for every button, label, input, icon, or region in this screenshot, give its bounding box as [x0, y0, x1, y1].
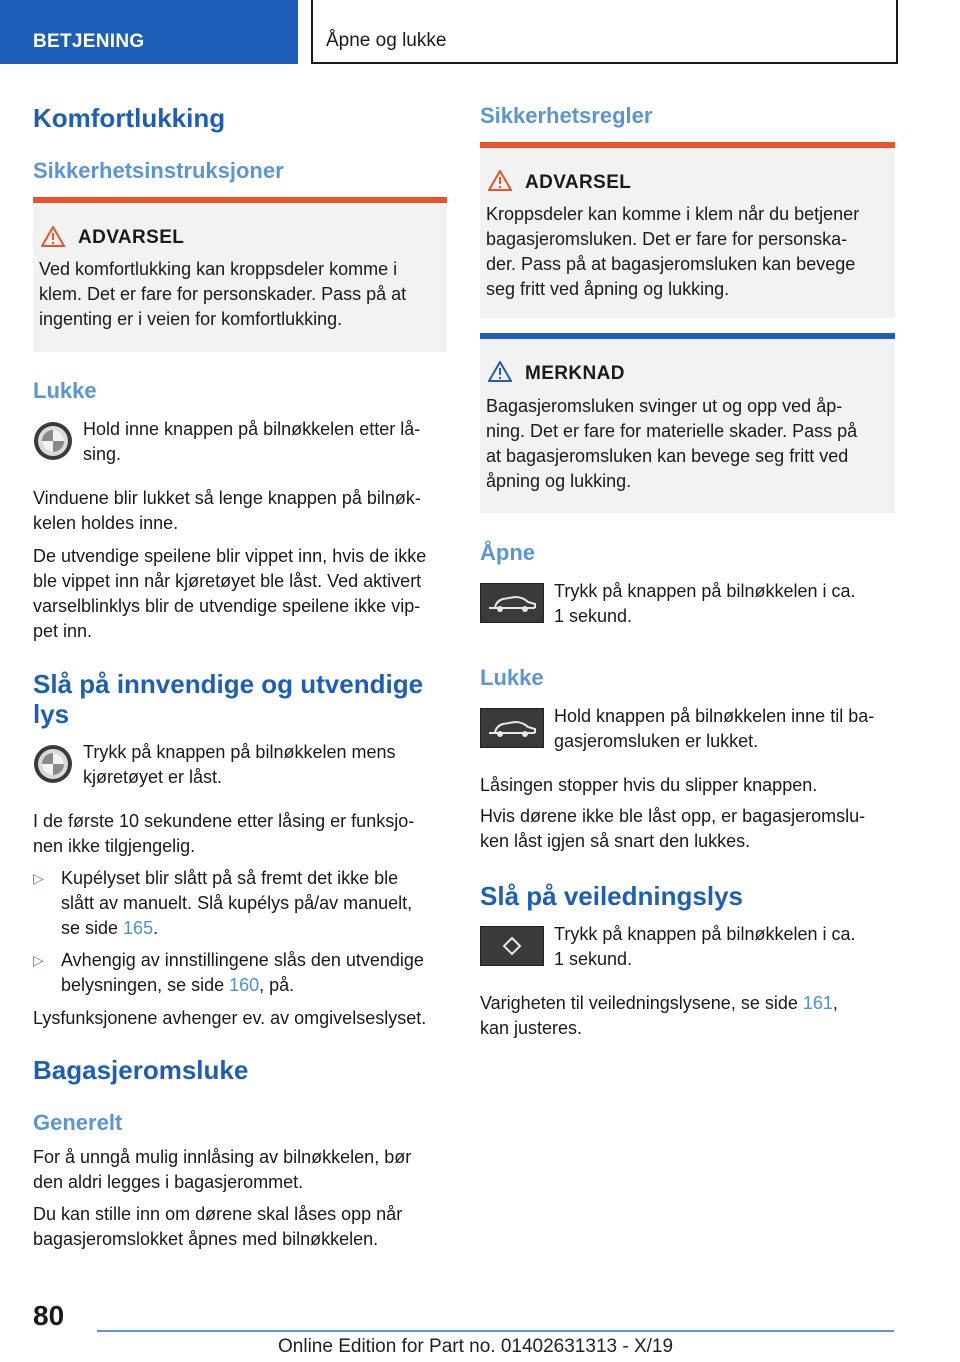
guide-light-button-icon [480, 926, 544, 966]
warning-line: klem. Det er fare for personskader. Pass på at [39, 284, 407, 304]
paragraph-funksjon [33, 809, 414, 859]
text-line: Avhengig av innstillingene slås den utvendige [61, 950, 424, 970]
section-tab [0, 0, 298, 64]
warning-line: ingenting er i veien for komfortlukking. [39, 309, 343, 329]
text-fragment: , [832, 993, 838, 1013]
heading-veiledningslys: Slå på veiledningslys [480, 881, 743, 911]
text-line: Hvis dørene ikke ble låst opp, er bagasjeromslu- [480, 806, 866, 826]
apne-instruction [554, 579, 856, 629]
chapter-title: Åpne og lukke [326, 30, 447, 51]
text-line: den aldri legges i bagasjerommet. [33, 1172, 304, 1192]
text-line: kan justeres. [480, 1018, 583, 1038]
footer-edition: Online Edition for Part no. 01402631313 - X/19 [278, 1336, 674, 1357]
page-link-165[interactable]: 165 [123, 918, 154, 938]
note-text [486, 394, 857, 494]
text-line [61, 916, 412, 941]
paragraph-lasing-stopper: Låsingen stopper hvis du slipper knappen. [480, 775, 818, 795]
text-line: ble vippet inn når kjøretøyet ble låst. Ved aktivert [33, 571, 422, 591]
text-line: bagasjeromslokket åpnes med bilnøkkelen. [33, 1229, 379, 1249]
warning-line: Kroppsdeler kan komme i klem når du betjener [486, 204, 860, 224]
warning-box [480, 142, 895, 318]
warning-line: der. Pass på at bagasjeromsluken kan bevege [486, 254, 856, 274]
list-item-text [61, 948, 424, 998]
warning-text [39, 257, 406, 332]
heading-line: lys [33, 699, 70, 729]
warning-bar [480, 142, 895, 148]
note-line: Bagasjeromsluken svinger ut og opp ved åp- [486, 396, 843, 416]
car-key-icon [33, 744, 73, 784]
page-link-160[interactable]: 160 [229, 975, 260, 995]
note-triangle-icon [488, 361, 512, 382]
paragraph-opplasing [33, 1202, 402, 1252]
heading-generelt: Generelt [33, 1110, 123, 1135]
warning-line: seg fritt ved åpning og lukking. [486, 279, 730, 299]
paragraph-last-igjen [480, 804, 865, 854]
text-line: For å unngå mulig innlåsing av bilnøkkelen, bør [33, 1147, 412, 1167]
text-line: 1 sekund. [554, 949, 633, 969]
text-line: I de første 10 sekundene etter låsing er funksjo- [33, 811, 415, 831]
heading-lukke: Lukke [480, 665, 544, 690]
note-box [480, 333, 895, 513]
car-key-icon [33, 421, 73, 461]
page-number: 80 [33, 1300, 65, 1331]
text-fragment: . [153, 918, 159, 938]
warning-line: Ved komfortlukking kan kroppsdeler komme i [39, 259, 398, 279]
text-fragment: belysningen, se side [61, 975, 230, 995]
list-item [33, 948, 447, 998]
note-title: MERKNAD [525, 363, 625, 384]
list-item-text [61, 866, 412, 941]
trunk-button-icon [480, 583, 544, 623]
lukke-instruction [554, 704, 874, 754]
veiledningslys-instruction [554, 922, 856, 972]
lys-instruction [83, 740, 396, 790]
text-line: 1 sekund. [554, 606, 633, 626]
note-line: ning. Det er fare for materielle skader. Pass på [486, 421, 858, 441]
warning-box [33, 197, 447, 352]
text-line: De utvendige speilene blir vippet inn, hvis de ikke [33, 546, 427, 566]
paragraph-omgivelseslys: Lysfunksjonene avhenger ev. av omgivelseslyset. [33, 1008, 427, 1028]
text-fragment: , på. [259, 975, 295, 995]
text-line: slått av manuelt. Slå kupélys på/av manuelt, [61, 893, 413, 913]
heading-komfortlukking: Komfortlukking [33, 103, 226, 133]
text-line [61, 973, 424, 998]
page-link-161[interactable]: 161 [802, 993, 833, 1013]
text-line: pet inn. [33, 621, 93, 641]
paragraph-vinduer [33, 486, 421, 536]
text-line: varselblinklys blir de utvendige speilene ikke vip- [33, 596, 421, 616]
text-fragment: Varigheten til veiledningslysene, se side [480, 993, 803, 1013]
warning-line: bagasjeromsluken. Det er fare for personska- [486, 229, 848, 249]
warning-title: ADVARSEL [78, 227, 185, 248]
bullet-triangle-icon: ▷ [33, 870, 44, 886]
text-line [480, 991, 838, 1016]
list-item [33, 866, 447, 941]
text-line: kelen holdes inne. [33, 513, 179, 533]
note-line: åpning og lukking. [486, 471, 632, 491]
chapter-header [311, 0, 898, 64]
heading-sikkerhetsinstruksjoner: Sikkerhetsinstruksjoner [33, 158, 284, 183]
heading-sikkerhetsregler: Sikkerhetsregler [480, 103, 653, 128]
heading-lukke: Lukke [33, 378, 97, 403]
warning-text [486, 202, 859, 302]
heading-line: Slå på innvendige og utvendige [33, 669, 424, 699]
text-line: Trykk på knappen på bilnøkkelen i ca. [554, 924, 856, 944]
text-line: sing. [83, 444, 122, 464]
heading-bagasjeromsluke: Bagasjeromsluke [33, 1055, 249, 1085]
section-label: BETJENING [33, 31, 145, 52]
note-line: at bagasjeromsluken kan bevege seg fritt ved [486, 446, 849, 466]
paragraph-varighet [480, 991, 838, 1041]
trunk-button-icon [480, 708, 544, 748]
paragraph-speil [33, 544, 426, 644]
paragraph-innlasing [33, 1145, 411, 1195]
lukke-instruction [83, 417, 420, 467]
text-line: Hold inne knappen på bilnøkkelen etter lå- [83, 419, 421, 439]
bullet-triangle-icon: ▷ [33, 952, 44, 968]
note-bar [480, 333, 895, 339]
text-line: Du kan stille inn om dørene skal låses opp når [33, 1204, 403, 1224]
text-line: gasjeromsluken er lukket. [554, 731, 759, 751]
heading-lys [33, 669, 423, 729]
text-line: Trykk på knappen på bilnøkkelen mens [83, 742, 396, 762]
text-line: kjøretøyet er låst. [83, 767, 223, 787]
text-line: ken låst igjen så snart den lukkes. [480, 831, 751, 851]
text-fragment: se side [61, 918, 124, 938]
warning-title: ADVARSEL [525, 172, 632, 193]
warning-bar [33, 197, 447, 203]
text-line: nen ikke tilgjengelig. [33, 836, 196, 856]
text-line: Vinduene blir lukket så lenge knappen på bilnøk- [33, 488, 421, 508]
text-line: Kupélyset blir slått på så fremt det ikke ble [61, 868, 399, 888]
warning-triangle-icon [488, 170, 512, 191]
warning-triangle-icon [41, 226, 65, 247]
heading-apne: Åpne [480, 540, 535, 565]
text-line: Hold knappen på bilnøkkelen inne til ba- [554, 706, 875, 726]
footer-divider [97, 1330, 894, 1332]
text-line: Trykk på knappen på bilnøkkelen i ca. [554, 581, 856, 601]
